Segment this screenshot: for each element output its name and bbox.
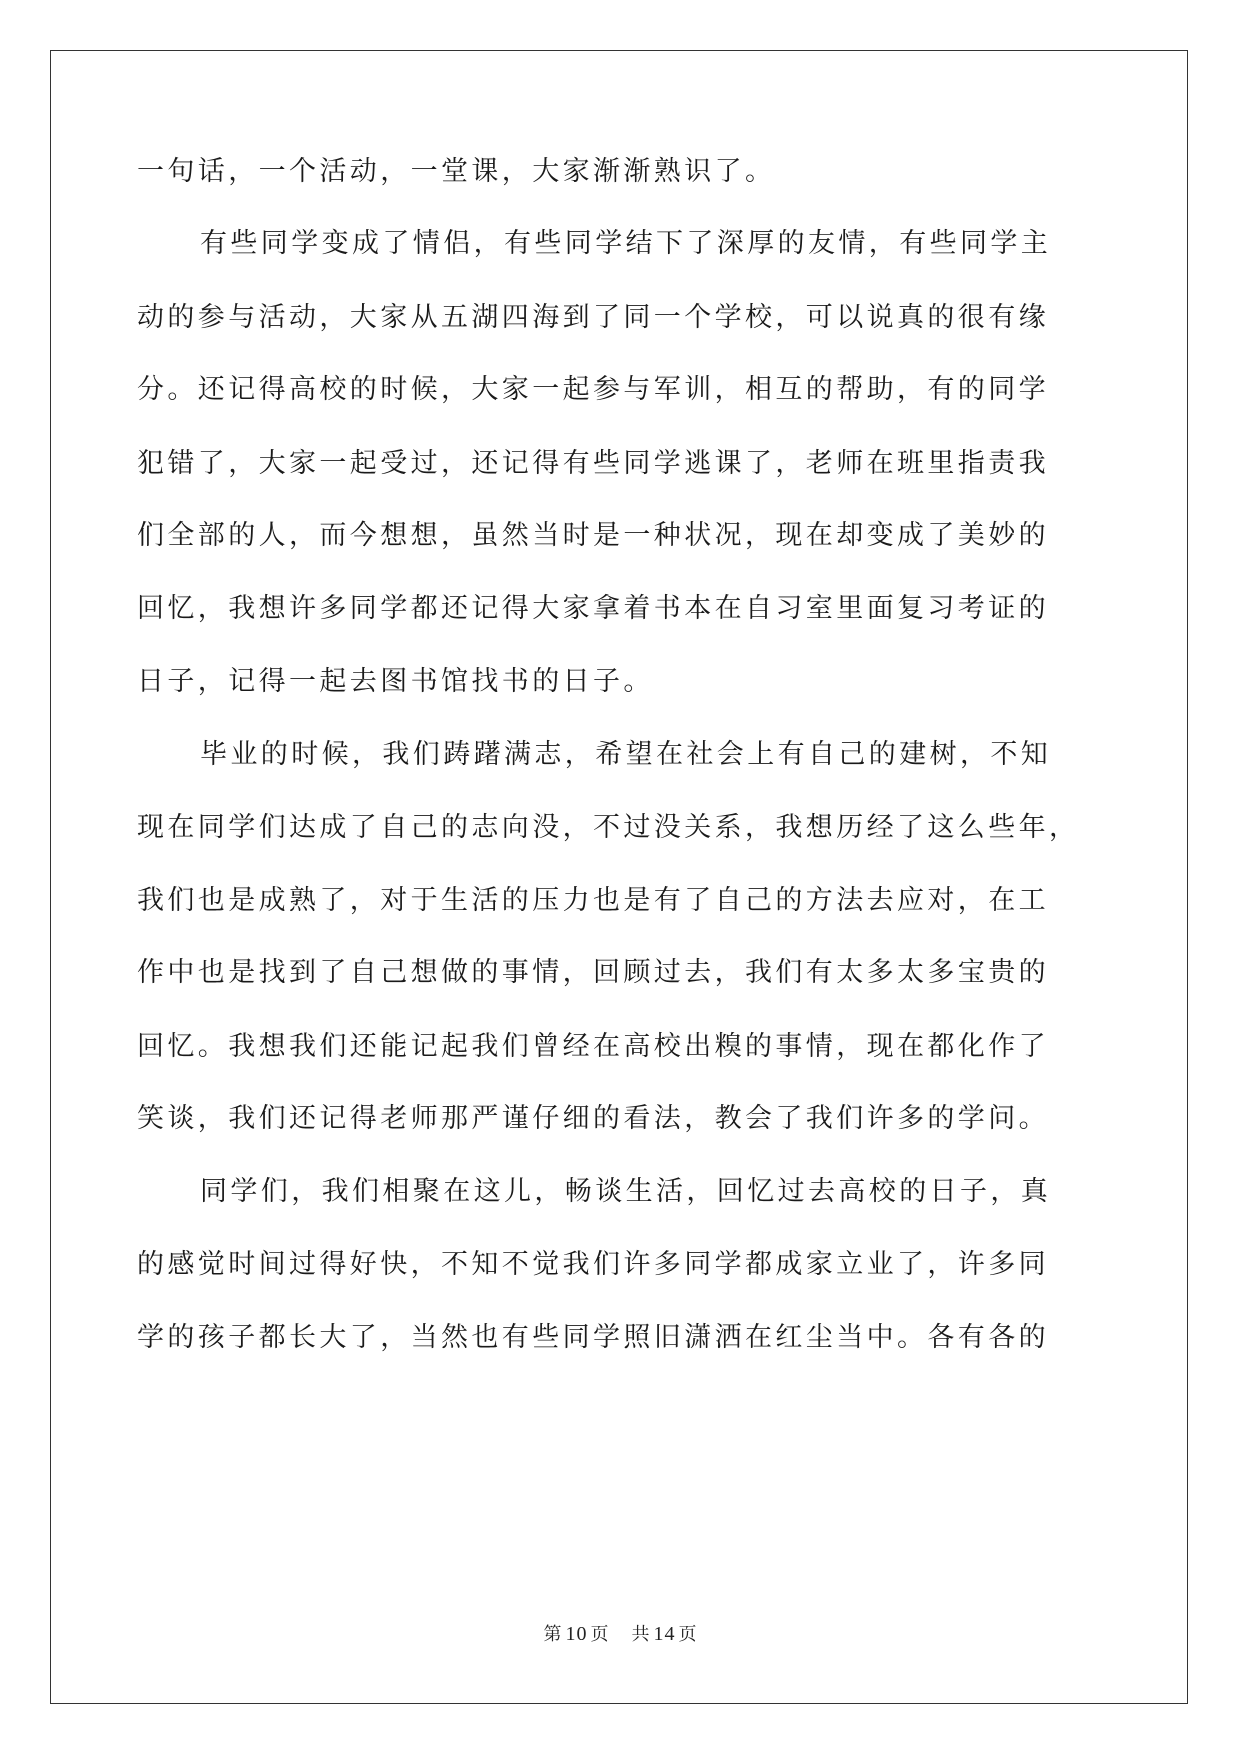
text-line: 日子，记得一起去图书馆找书的日子。 xyxy=(137,666,654,697)
page-prefix: 第 xyxy=(543,1624,563,1645)
body-text xyxy=(137,0,1080,1500)
text-line: 动的参与活动，大家从五湖四海到了同一个学校，可以说真的很有缘 xyxy=(137,302,1049,333)
text-line: 们全部的人，而今想想，虽然当时是一种状况，现在却变成了美妙的 xyxy=(137,520,1049,551)
total-prefix: 共 xyxy=(631,1624,651,1645)
text-line: 回忆。我想我们还能记起我们曾经在高校出糗的事情，现在都化作了 xyxy=(137,1031,1049,1062)
text-line: 同学们，我们相聚在这儿，畅谈生活，回忆过去高校的日子，真 xyxy=(200,1176,1052,1207)
text-line: 有些同学变成了情侣，有些同学结下了深厚的友情，有些同学主 xyxy=(200,228,1052,259)
page-suffix: 页 xyxy=(590,1624,610,1645)
text-line: 回忆，我想许多同学都还记得大家拿着书本在自习室里面复习考证的 xyxy=(137,593,1049,624)
text-line: 学的孩子都长大了，当然也有些同学照旧潇洒在红尘当中。各有各的 xyxy=(137,1322,1049,1353)
text-line: 犯错了，大家一起受过，还记得有些同学逃课了，老师在班里指责我 xyxy=(137,448,1049,479)
text-line: 作中也是找到了自己想做的事情，回顾过去，我们有太多太多宝贵的 xyxy=(137,957,1049,988)
text-line: 一句话，一个活动，一堂课，大家渐渐熟识了。 xyxy=(137,156,776,187)
text-line: 笑谈，我们还记得老师那严谨仔细的看法，教会了我们许多的学问。 xyxy=(137,1103,1049,1134)
text-line: 的感觉时间过得好快，不知不觉我们许多同学都成家立业了，许多同 xyxy=(137,1249,1049,1280)
text-line: 分。还记得高校的时候，大家一起参与军训，相互的帮助，有的同学 xyxy=(137,374,1049,405)
text-line: 现在同学们达成了自己的志向没，不过没关系，我想历经了这么些年， xyxy=(137,812,1080,843)
text-line: 毕业的时候，我们踌躇满志，希望在社会上有自己的建树，不知 xyxy=(200,739,1052,770)
total-pages: 14 xyxy=(653,1623,676,1645)
text-line: 我们也是成熟了，对于生活的压力也是有了自己的方法去应对，在工 xyxy=(137,885,1049,916)
total-suffix: 页 xyxy=(678,1624,698,1645)
page-footer xyxy=(0,1620,1241,1646)
page-number: 10 xyxy=(565,1623,588,1645)
